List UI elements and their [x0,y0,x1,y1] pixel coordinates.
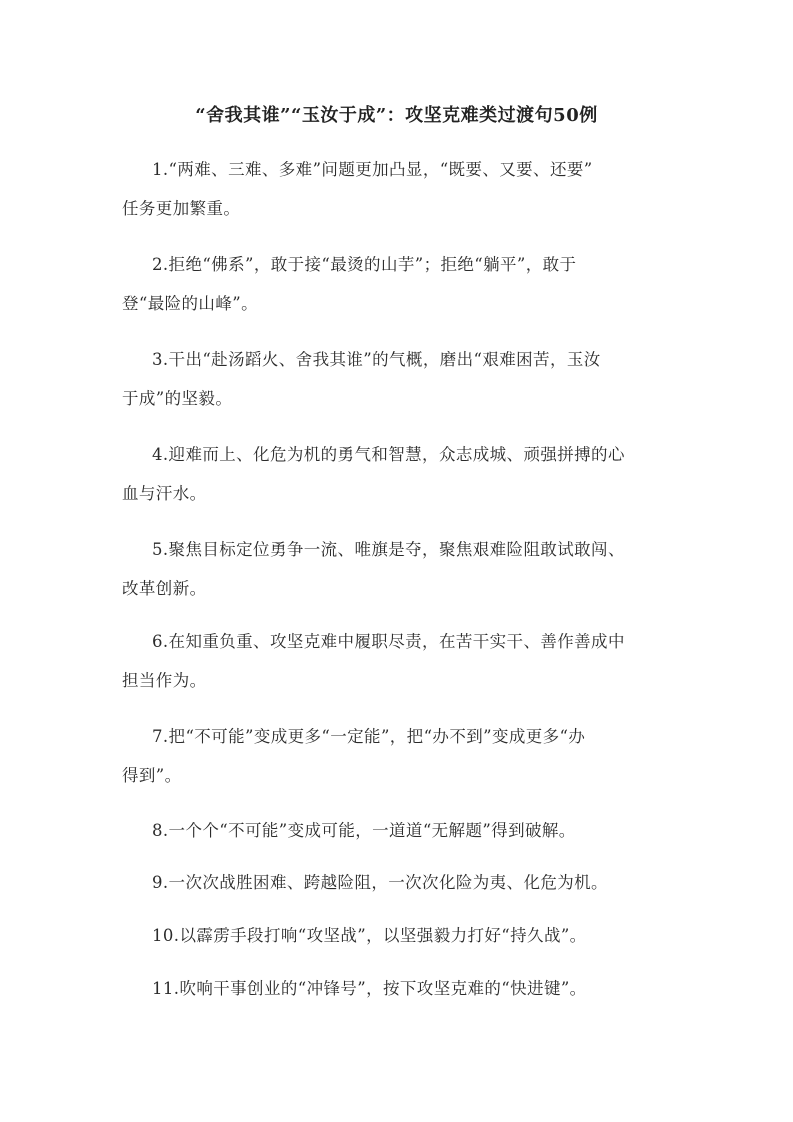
paragraph-11 [122,977,674,1016]
paragraph-1 [122,158,674,236]
paragraph-line: 7.把“不可能”变成更多“一定能”，把“办不到”变成更多“办 [152,727,586,746]
paragraph-line: 10.以霹雳手段打响“攻坚战”，以坚强毅力打好“持久战”。 [152,926,587,945]
paragraph-8 [122,819,674,858]
paragraph-10 [122,924,674,963]
paragraph-3 [122,348,674,426]
paragraph-line: 登“最险的山峰”。 [122,294,258,313]
paragraph-line: 1.“两难、三难、多难”问题更加凸显，“既要、又要、还要” [152,160,593,179]
paragraph-line: 3.干出“赴汤蹈火、舍我其谁”的气概，磨出“艰难困苦，玉汝 [152,350,601,369]
paragraph-line: 9.一次次战胜困难、跨越险阻，一次次化险为夷、化危为机。 [152,873,608,892]
paragraph-line: 11.吹响干事创业的“冲锋号”，按下攻坚克难的“快进键”。 [152,979,587,998]
paragraph-line: 改革创新。 [122,579,207,598]
document-title: “舍我其谁”“玉汝于成”：攻坚克难类过渡句50例 [195,105,598,126]
paragraph-line: 5.聚焦目标定位勇争一流、唯旗是夺，聚焦艰难险阻敢试敢闯、 [152,540,625,559]
paragraph-line: 血与汗水。 [122,484,207,503]
paragraph-6 [122,630,674,708]
paragraph-line: 8.一个个“不可能”变成可能，一道道“无解题”得到破解。 [152,821,576,840]
paragraph-line: 得到”。 [122,766,182,785]
paragraph-7 [122,725,674,803]
paragraph-9 [122,871,674,910]
paragraph-line: 于成”的坚毅。 [122,389,233,408]
paragraph-2 [122,253,674,331]
paragraph-line: 4.迎难而上、化危为机的勇气和智慧，众志成城、顽强拼搏的心 [152,445,625,464]
paragraph-4 [122,443,674,521]
paragraph-line: 6.在知重负重、攻坚克难中履职尽责，在苦干实干、善作善成中 [152,632,625,651]
paragraph-line: 2.拒绝“佛系”，敢于接“最烫的山芋”；拒绝“躺平”，敢于 [152,255,577,274]
paragraph-line: 任务更加繁重。 [122,199,241,218]
paragraph-line: 担当作为。 [122,671,207,690]
paragraph-5 [122,538,674,616]
